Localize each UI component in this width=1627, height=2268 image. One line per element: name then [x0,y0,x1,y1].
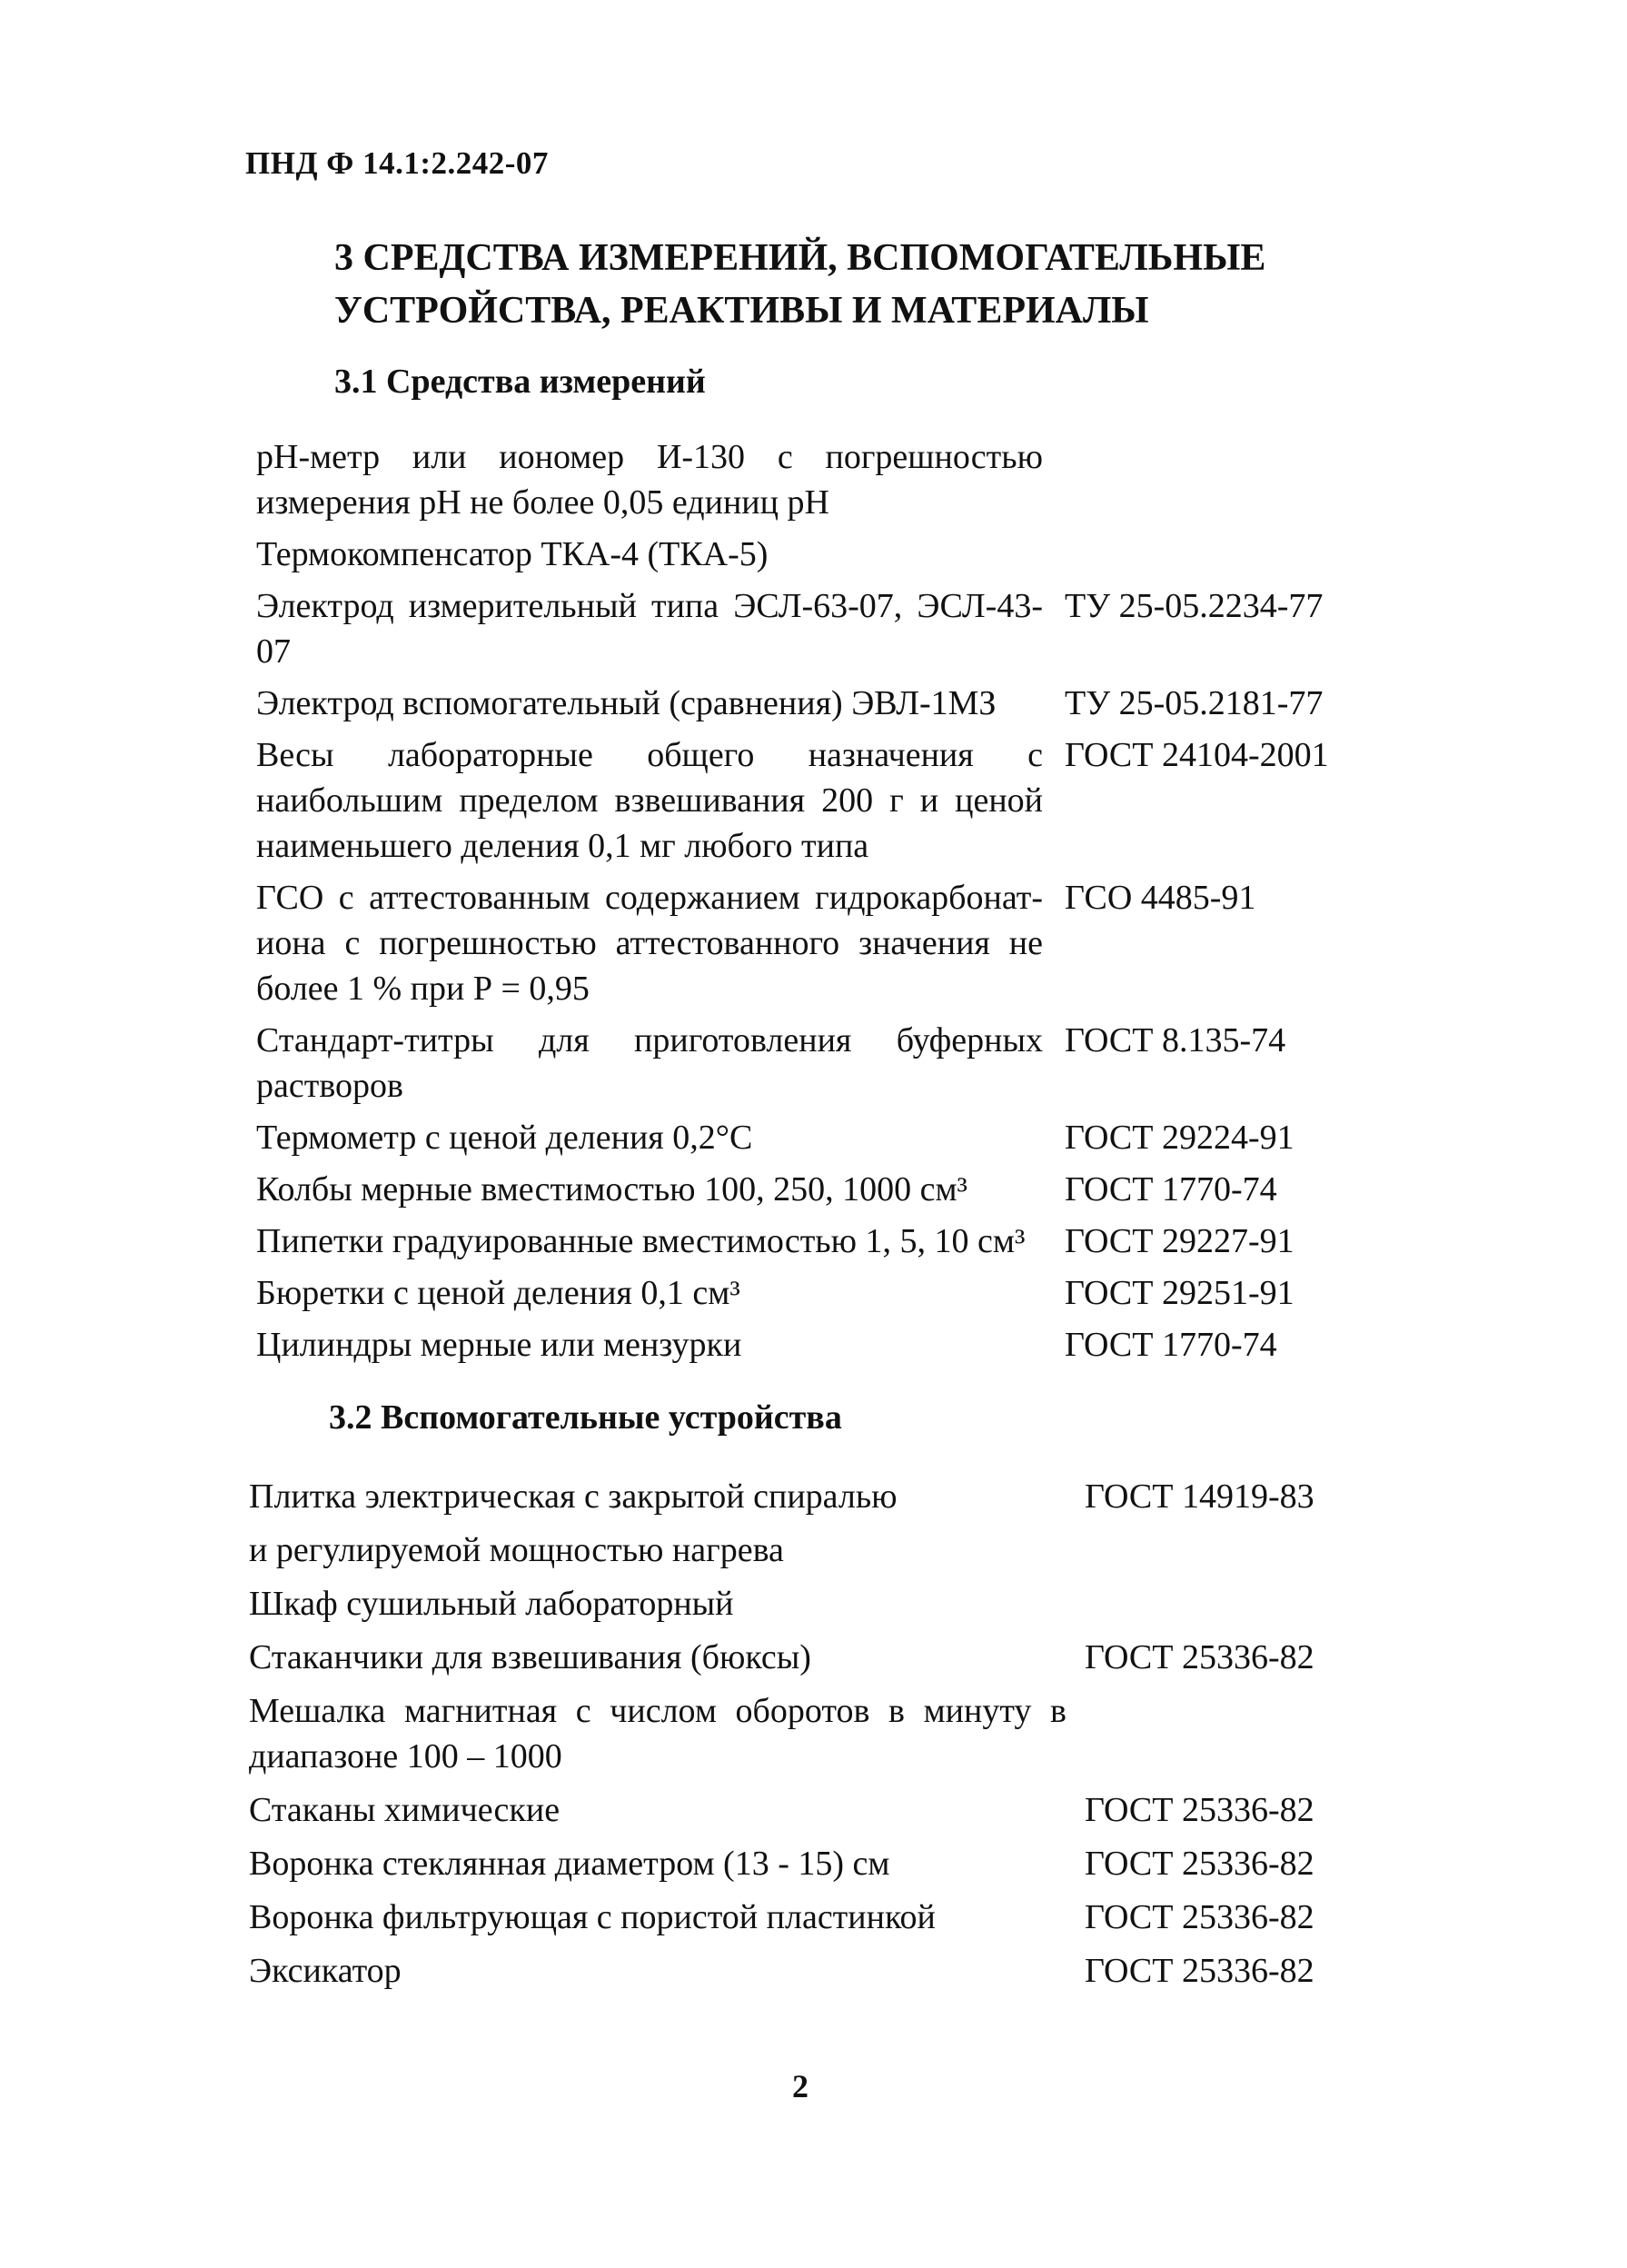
document-code: ПНД Ф 14.1:2.242-07 [245,145,549,181]
list-item [0,1581,1627,1626]
item-name: Эксикатор [249,1952,402,1990]
item-standard: ГСО 4485-91 [1065,879,1256,917]
item-standard: ГОСТ 14919-83 [1085,1477,1314,1516]
item-name: Электрод измерительный типа ЭСЛ-63-07, ЭСЛ-43-07 [256,587,1043,671]
item-standard: ГОСТ 25336-82 [1085,1845,1314,1883]
list-item [0,1474,1627,1519]
auxiliary-devices-list [0,1474,1627,2002]
item-standard: ТУ 25-05.2181-77 [1065,684,1324,722]
list-item [0,1688,1627,1779]
item-standard: ГОСТ 24104-2001 [1065,736,1329,774]
subsection-title-auxiliary-devices: 3.2 Вспомогательные устройства [329,1398,842,1437]
item-name: Плитка электрическая с закрытой спиралью [249,1477,898,1516]
item-name: Пипетки градуированные вместимостью 1, 5, 10 см³ [256,1222,1026,1260]
section-title: 3 СРЕДСТВА ИЗМЕРЕНИЙ, ВСПОМОГАТЕЛЬНЫЕ УСТРОЙСТВА, РЕАКТИВЫ И МАТЕРИАЛЫ [334,237,1266,332]
measuring-instruments-list [0,434,1627,1374]
list-item [0,1270,1627,1316]
item-standard: ГОСТ 1770-74 [1065,1170,1277,1209]
page-number: 2 [792,2068,809,2104]
item-name: рН-метр или иономер И-130 с погрешностью измерения рН не более 0,05 единиц рН [256,438,1043,522]
list-item [0,1115,1627,1160]
list-item [0,1635,1627,1680]
list-item [0,681,1627,726]
list-item [0,1787,1627,1833]
item-name: Шкаф сушильный лабораторный [249,1585,734,1623]
item-standard: ГОСТ 25336-82 [1085,1791,1314,1829]
list-item [0,1948,1627,1994]
item-name: и регулируемой мощностью нагрева [249,1531,784,1569]
item-standard: ГОСТ 1770-74 [1065,1326,1277,1364]
list-item [0,732,1627,869]
list-item [0,1219,1627,1264]
item-name: Термокомпенсатор ТКА-4 (ТКА-5) [256,535,769,573]
item-name: Весы лабораторные общего назначения с наибольшим пределом взвешивания 200 г и ценой наименьшего деления 0,1 мг любого типа [256,736,1043,865]
item-name: ГСО с аттестованным содержанием гидрокарбонат-иона с погрешностью аттестованного значения не более 1 % при Р = 0,95 [256,879,1043,1008]
list-item [0,1841,1627,1886]
list-item [0,532,1627,577]
list-item [0,1527,1627,1573]
item-name: Стандарт-титры для приготовления буферных растворов [256,1021,1043,1105]
item-name: Воронка стеклянная диаметром (13 - 15) см [249,1845,890,1883]
item-standard: ГОСТ 29251-91 [1065,1274,1295,1312]
item-standard: ГОСТ 8.135-74 [1065,1021,1286,1059]
item-name: Колбы мерные вместимостью 100, 250, 1000 см³ [256,1170,967,1209]
list-item [0,1018,1627,1109]
item-name: Электрод вспомогательный (сравнения) ЭВЛ-1МЗ [256,684,997,722]
subsection-title-measuring-instruments: 3.1 Средства измерений [334,363,706,401]
list-item [0,583,1627,674]
list-item [0,875,1627,1011]
list-item [0,434,1627,525]
item-name: Мешалка магнитная с числом оборотов в минуту в диапазоне 100 – 1000 [249,1692,1066,1776]
item-standard: ГОСТ 25336-82 [1085,1952,1314,1990]
item-name: Цилиндры мерные или мензурки [256,1326,742,1364]
item-name: Стаканчики для взвешивания (бюксы) [249,1638,811,1676]
item-standard: ГОСТ 25336-82 [1085,1898,1314,1936]
item-standard: ГОСТ 29224-91 [1065,1119,1295,1157]
list-item [0,1322,1627,1368]
item-name: Термометр с ценой деления 0,2°С [256,1119,753,1157]
item-standard: ГОСТ 25336-82 [1085,1638,1314,1676]
list-item [0,1167,1627,1212]
item-name: Воронка фильтрующая с пористой пластинкой [249,1898,936,1936]
list-item [0,1895,1627,1940]
item-name: Стаканы химические [249,1791,561,1829]
item-standard: ГОСТ 29227-91 [1065,1222,1295,1260]
item-standard: ТУ 25-05.2234-77 [1065,587,1324,625]
item-name: Бюретки с ценой деления 0,1 см³ [256,1274,740,1312]
